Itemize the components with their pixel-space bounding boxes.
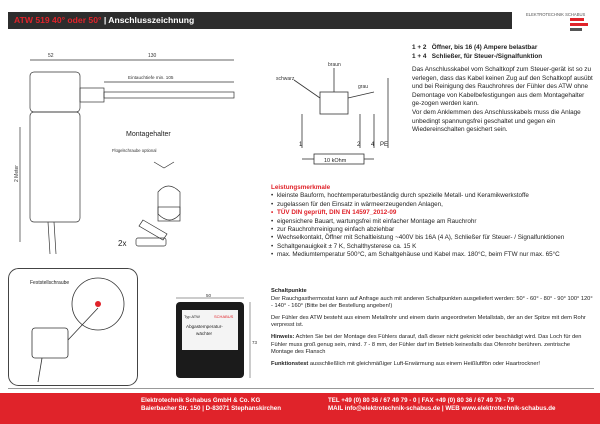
company-logo [524, 8, 594, 32]
hinweis-label: Hinweis: [271, 333, 295, 340]
holder-base [158, 207, 180, 221]
sensor-tube [104, 92, 234, 98]
wire-label-braun: braun [328, 62, 341, 68]
terminal-pe: PE [380, 142, 389, 148]
housing-installed [32, 328, 68, 358]
installation-drawing [8, 268, 138, 386]
logo-bar-1 [570, 18, 584, 21]
term-12-text: Öffner, bis 16 (4) Ampere belastbar [431, 44, 538, 51]
feature-item: • Schaltgenauigkeit ± 7 K, Schalthysterese ca. 15 K [271, 243, 593, 251]
funktionstest-text: ausschließlich mit gleichmäßiger Luft-Erwärmung aus einem Heißluftfön oder Haartrockner! [308, 360, 540, 367]
dim-130-label: 130 [148, 53, 157, 59]
dim-h-label: 73 [252, 340, 258, 345]
terminal-2: 2 [357, 142, 361, 148]
dimension-drawing [8, 42, 266, 260]
feature-item: • Wechselkontakt, Öffner mit Schaltleistung ~400V bis 16A (4 A), Schließer für Steuer- / Signalfunktionen [271, 234, 593, 242]
footer-mail: MAIL info@elektrotechnik-schabus.de | WEB www.elektrotechnik-schabus.de [328, 405, 556, 413]
cable-2 [54, 222, 56, 254]
feature-item: • eigensichere Bauart, wartungsfrei mit einfacher Montage am Rauchrohr [271, 218, 593, 226]
nut-label: Flügelschraube optional [112, 148, 157, 153]
cable-1 [48, 222, 50, 254]
screw-label: Feststellschraube [30, 280, 70, 286]
dim-52-label: 52 [48, 53, 54, 59]
montage-label: Montagehalter [126, 131, 171, 138]
wire-label-grau: grau [358, 84, 369, 90]
dim-w-label: 50 [206, 294, 212, 298]
features-section [271, 184, 593, 260]
feature-item: • zur Rauchrohrreinigung einfach abziehbar [271, 226, 593, 234]
switch-housing [30, 72, 80, 112]
logo-text: ELEKTROTECHNIK SCHABUS [526, 12, 586, 17]
install-para-2: Vor dem Anklemmen des Anschlusskabels muss die Anlage unbedingt spannungsfrei geschaltet und gegen ein Wiedereinschalten gesichert sein. [412, 108, 581, 134]
logo-bar-3 [570, 28, 582, 31]
sensor-point [95, 301, 101, 307]
schaltpunkte-text: Der Rauchgasthermostat kann auf Anfrage auch mit anderen Schaltpunkten ausgeliefert werden: 50° - 60° - 80° - 90° 100° 120° - 140° - 160° (Bitte bei der Bestellung angeben!) [271, 295, 593, 310]
qty-label: 2x [118, 239, 127, 248]
term-14-num: 1 + 4 [412, 52, 427, 60]
terminal-4: 4 [371, 142, 375, 148]
sticker-line-1: Abgastemperatur- [186, 324, 223, 329]
terminal-descriptions [412, 44, 594, 61]
sticker-line-2: wächter [196, 331, 213, 336]
feature-item: • zugelassen für den Einsatz in wärmeerzeugenden Anlagen, [271, 201, 593, 209]
wire-black [294, 80, 320, 98]
footer-address: Baierbacher Str. 150 | D-83071 Stephanskirchen [141, 405, 281, 413]
term-12-num: 1 + 2 [412, 44, 427, 51]
resistor-label: 10 kOhm [324, 158, 347, 164]
title-suffix: | Anschlusszeichnung [101, 15, 195, 25]
install-note [412, 66, 594, 135]
flange [80, 88, 104, 102]
lower-text [271, 288, 593, 372]
funktionstest-label: Funktionstest [271, 360, 309, 367]
footer-tel: TEL +49 (0) 80 36 / 67 49 79 - 0 | FAX +49 (0) 80 36 / 67 49 79 - 79 [328, 397, 514, 404]
cable-length-label: 2 Meter [14, 165, 20, 182]
footer-company-block [141, 397, 281, 414]
holder-bracket [158, 186, 180, 220]
screw-shape [139, 220, 167, 240]
title-model: ATW 519 40° oder 50° [14, 15, 102, 25]
page-title [8, 12, 512, 29]
cable-down [38, 358, 42, 382]
feature-item: • kleinste Bauform, hochtemperaturbeständig durch spezielle Metall- und Keramikwerkstoffe [271, 192, 593, 200]
wire-grey [348, 92, 374, 98]
wiring-diagram [274, 58, 402, 172]
schaltpunkte-heading: Schaltpunkte [271, 288, 307, 294]
switch-box [320, 92, 348, 114]
hinweis-text: Achten Sie bei der Montage des Fühlers darauf, daß dieser nicht geknickt oder beschädigt wird. Das Loch für den Fühler muss groß genug sein, mind. 7 - 8 mm, der Fühler darf im Betrieb keinesfalls das Ofenrohr berühren. zentrische Montage des Flansch [271, 333, 582, 356]
footer-company: Elektrotechnik Schabus GmbH & Co. KG [141, 397, 261, 404]
footer [0, 393, 600, 424]
terminal-1: 1 [299, 142, 303, 148]
feature-item-tuev: • TÜV DIN geprüft, DIN EN 14597_2012-09 [271, 209, 593, 217]
wire-label-schwarz: schwarz [276, 76, 295, 82]
device-label-picture [146, 294, 264, 390]
fuehler-text: Der Fühler des ATW besteht aus einem Metallrohr und einem darin angeordneten Metallstab, der an der Spitze mit dem Rohr verpresst ist. [271, 314, 586, 329]
housing-side-view [30, 112, 80, 222]
features-heading: Leistungsmerkmale [271, 184, 331, 191]
footer-contact-block [328, 397, 555, 414]
footer-rule [8, 388, 594, 389]
dim-105-label: Eintauchtiefe min. 105 [128, 75, 174, 80]
probe-line [68, 308, 98, 340]
features-list [271, 192, 593, 259]
sticker-brand: SCHABUS [214, 314, 234, 319]
logo-bar-2 [570, 23, 588, 26]
sticker-model: Typ ATW [184, 314, 200, 319]
term-14-text: Schließer, für Steuer-/Signalfunktion [431, 52, 543, 60]
wing-nut [154, 162, 174, 168]
install-para-1: Das Anschlusskabel vom Schaltkopf zum Steuer-gerät ist so zu verlegen, dass das Kabel keinen Zug auf den Schaltkopf ausübt und bei Reinigung des Rauchrohres der Fühler des ATW ohne Demontage von Kabelbefestigungen aus dem Montagehalter ge-zogen werden kann. [412, 66, 593, 108]
feature-item: • max. Mediumtemperatur 500°C, am Schaltgehäuse und Kabel max. 180°C, beim FTW nur max. 65°C [271, 251, 593, 259]
